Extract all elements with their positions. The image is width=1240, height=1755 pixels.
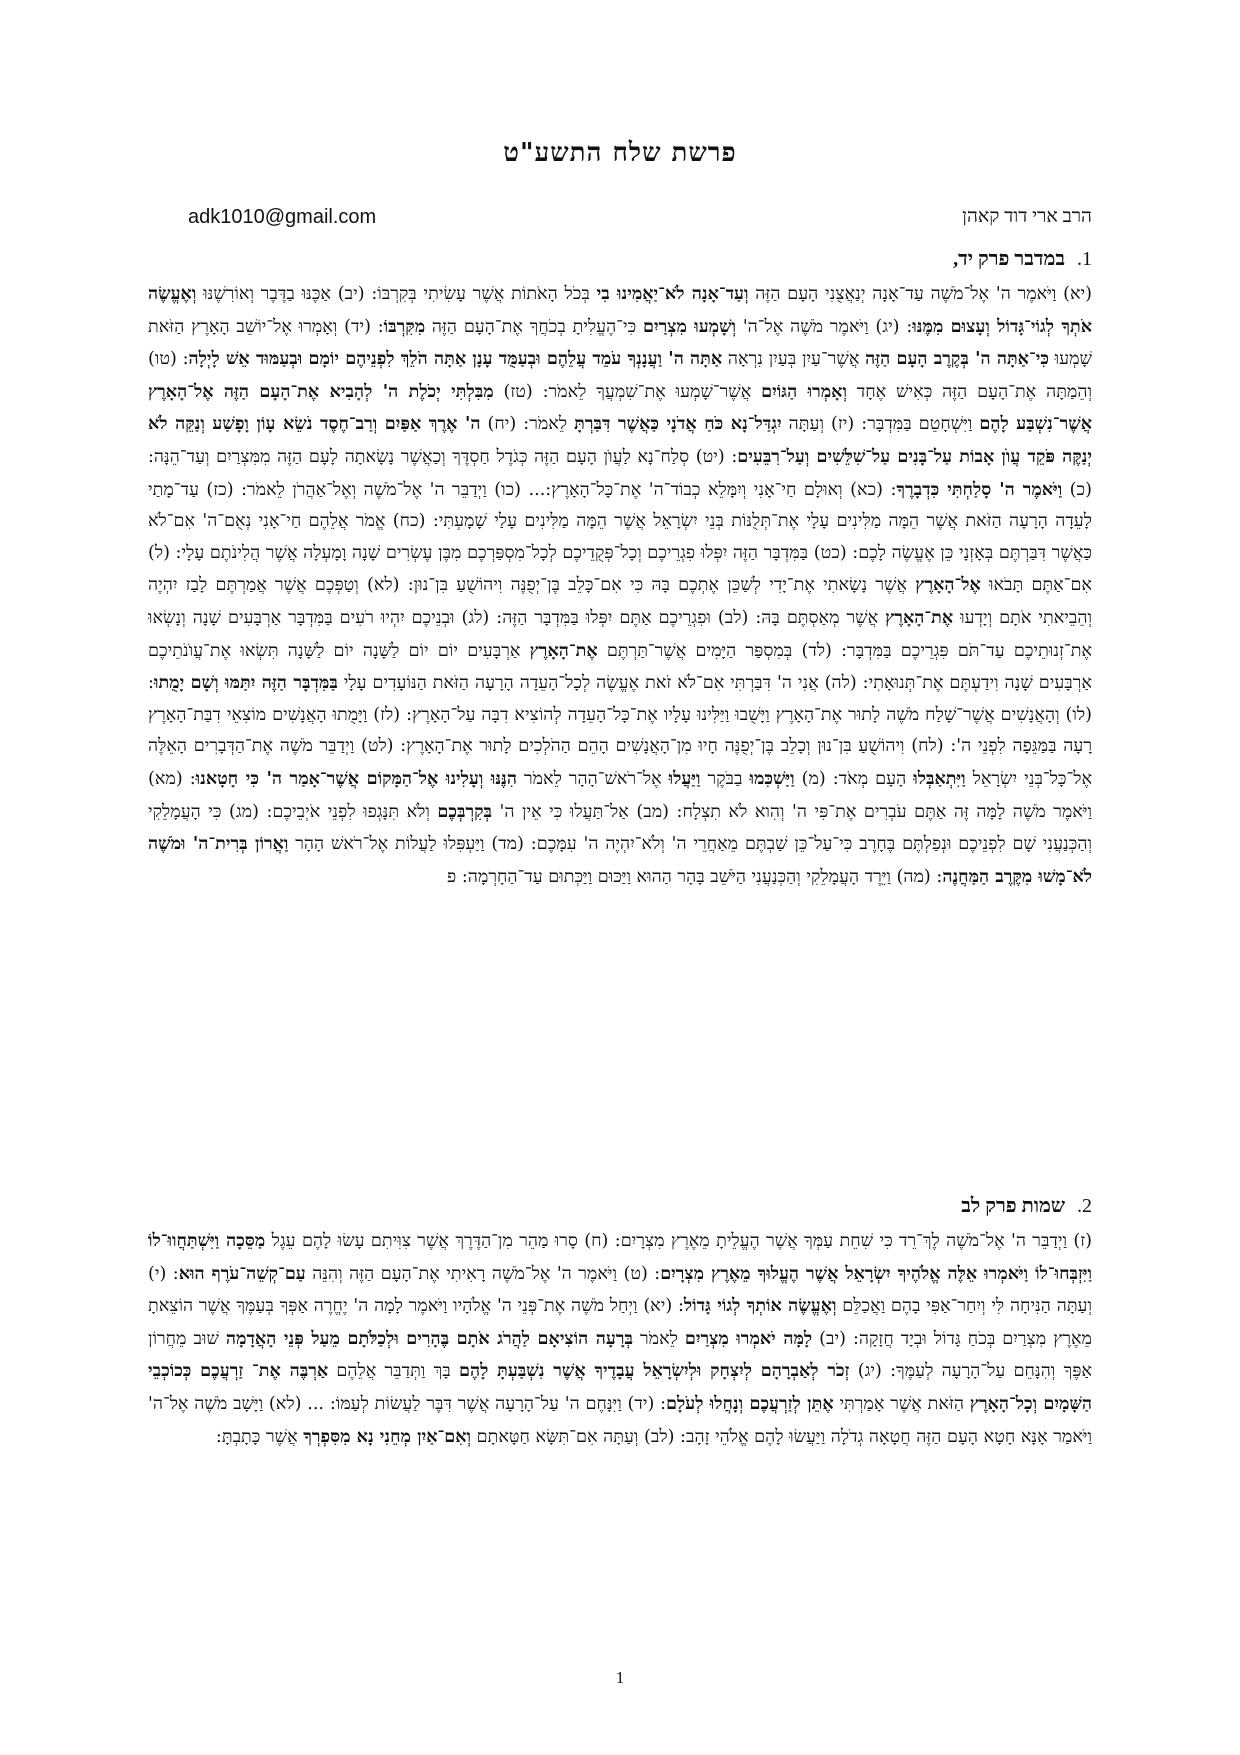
text-run: : (מה) וַיֵּרֶד הָעֲמָלֵקִי וְהַכְּנַעֲנִי הַיֹּשֵׁב בָּהָר הַהוּא וַיַּכּוּם וַיַּכְּתוּם עַד־הַחָרְמָה: פ xyxy=(447,866,943,887)
emphasized-text: וְעַד־אָנָה לֹא־יַאֲמִינוּ בִי xyxy=(596,283,749,304)
text-run: אֲשֶׁר נָשָׂאתִי אֶת־יָדִי לְשַׁכֵּן אֶתְכֶם בָּהּ כִּי אִם־כָּלֵב בֶּן־יְפֻנֶּה וִיהוֹשֻׁעַ בִּן־נוּן: (לא) וְטַפְּכֶם אֲשֶׁר אֲמַרְתֶּם לָבַז יִהְיֶה וְהֵבֵיאתִי אֹתָם וְיָדְעוּ xyxy=(148,575,1092,628)
text-run: : (טו) וְהֵמַתָּה אֶת־הָעָם הַזֶּה כְּאִישׁ אֶחָד xyxy=(148,349,1092,402)
text-run: וַיִּשְׁחָטֵם בַּמִּדְבָּר: (יז) וְעַתָּה xyxy=(781,414,980,435)
emphasized-text: וְאֶעֱשֶׂה אוֹתְךָ לְגוֹי גָּדוֹל xyxy=(683,1295,837,1317)
text-run: כִּי־הֶעֱלִיתָ בְכֹחֲךָ אֶת־הָעָם הַזֶּה xyxy=(425,316,643,337)
section-2-text xyxy=(148,1225,1092,1605)
text-run: בַבֹּקֶר xyxy=(700,768,750,789)
text-run: הָעָם מְאֹד: (מ) xyxy=(794,768,914,789)
emphasized-text: וְאִם־אַיִן מְחֵנִי נָא מִסִּפְרְךָ xyxy=(303,1425,472,1447)
text-run: : (לו) וְהָאֲנָשִׁים אֲשֶׁר־שָׁלַח מֹשֶׁה לָתוּר אֶת־הָאָרֶץ וַיָּשֻׁבוּ וַיַּלִּינוּ עָלָיו אֶת־כָּל־הָעֵדָה לְהוֹצִיא דִבָּה עַל־הָאָרֶץ: (לז) וַיָּמֻתוּ הָאֲנָשִׁים מוֹצִאֵי דִבַּת־הָאָרֶץ רָעָה בַּמַּגֵּפָה לִפְנֵי ה': (לח) וִיהוֹשֻׁעַ בִּן־נוּן וְכָלֵב בֶּן־יְפֻנֶּה חָיוּ מִן־הָאֲנָשִׁים הָהֵם הַהֹלְכִים לָתוּר אֶת־הָאָרֶץ: (לט) וַיְדַבֵּר מֹשֶׁה אֶת־הַדְּבָרִים הָאֵלֶּה אֶל־כָּל־בְּנֵי יִשְׂרָאֵל xyxy=(148,673,1092,789)
emphasized-text: בְּרָעָה הוֹצִיאָם לַהֲרֹג אֹתָם בֶּהָרִים וּלְכַלֹּתָם מֵעַל פְּנֵי הָאֲדָמָה xyxy=(225,1327,634,1349)
emphasized-text: יִגְדַּל־נָא כֹּחַ אֲדֹנָי כַּאֲשֶׁר דִּבַּרְתָּ xyxy=(574,413,782,435)
text-run: : (יט) סְלַח־נָא לַעֲוֺן הָעָם הַזֶּה כְּגֹדֶל חַסְדֶּךָ וְכַאֲשֶׁר נָשָׂאתָה לָעָם הַזֶּה מִמִּצְרַיִם וְעַד־הֵנָּה: (כ) xyxy=(148,446,1092,500)
emphasized-text: אֶת־הָאָרֶץ xyxy=(885,606,954,628)
emphasized-text: אַרְבֶּה אֶת־ זַרְעֲכֶם כְּכוֹכְבֵי הַשָּׁמָיִם וְכָל־הָאָרֶץ xyxy=(148,1360,1092,1414)
text-run: לֵאמֹר xyxy=(633,1328,685,1349)
text-run: וְלֹא תִּנָּגְפוּ לִפְנֵי אֹיְבֵיכֶם: (מג) כִּי הָעֲמָלֵקִי וְהַכְּנַעֲנִי שָׁם לִפְנֵיכֶם וּנְפַלְתֶּם בֶּחָרֶב כִּי־עַל־כֵּן שַׁבְתֶּם מֵאַחֲרֵי ה' וְלֹא־יִהְיֶה ה' עִמָּכֶם: (מד) וַיַּעְפִּלוּ לַעֲלוֹת אֶל־רֹאשׁ הָהָר xyxy=(148,801,1092,855)
emphasized-text: וַאֲרוֹן בְּרִית־ה' וּמֹשֶׁה לֹא־מָשׁוּ מִקֶּרֶב הַמַּחֲנֶה xyxy=(148,833,1092,887)
text-run: : (יג) וַיֹּאמֶר מֹשֶׁה אֶל־ה' xyxy=(736,316,913,337)
emphasized-text: אֶת־הָאָרֶץ xyxy=(529,639,598,661)
emphasized-text: עַם־קְשֵׁה־עֹרֶף הוּא xyxy=(178,1262,306,1284)
emphasized-text: מִבִּלְתִּי יְכֹלֶת ה' לְהָבִיא אֶת־הָעָם הַזֶּה אֶל־הָאָרֶץ אֲשֶׁר־נִשְׁבַּע לָהֶם xyxy=(148,380,1092,435)
text-run: בָּךְ וַתְּדַבֵּר אֲלֵהֶם xyxy=(328,1361,459,1382)
text-run: אֶל־רֹאשׁ־הָהָר לֵאמֹר xyxy=(516,768,669,789)
text-run: : (יד) וְאָמְרוּ אֶל־יוֹשֵׁב הָאָרֶץ הַזֹּאת שָׁמְעוּ xyxy=(148,316,1092,370)
text-run: לֵאמֹר: (יח) xyxy=(480,414,575,435)
emphasized-text: אֶל־הָאָרֶץ xyxy=(915,574,981,596)
text-run: : (מא) וַיֹּאמֶר מֹשֶׁה לָמָּה זֶּה אַתֶּם עֹבְרִים אֶת־פִּי ה' וְהִוא לֹא תִצְלָח: (מב) אַל־תַּעֲלוּ כִּי אֵין ה' xyxy=(148,768,1092,822)
text-run: (יא) וַיֹּאמֶר ה' אֶל־מֹשֶׁה עַד־אָנָה יְנַאֲצֻנִי הָעָם הַזֶּה xyxy=(748,284,1092,304)
emphasized-text: לָמָּה יֹאמְרוּ מִצְרַיִם xyxy=(684,1327,813,1349)
emphasized-text: וְשָׁמְעוּ מִצְרַיִם xyxy=(643,315,737,337)
section-1-number: 1. xyxy=(1077,248,1092,270)
emphasized-text: מִקִּרְבּוֹ xyxy=(383,315,426,337)
section-1-heading xyxy=(953,248,1092,271)
emphasized-text: וַיֹּאמֶר ה' סָלַחְתִּי כִּדְבָרֶךָ xyxy=(896,478,1063,500)
emphasized-text: וַיַּשְׁכִּמוּ xyxy=(749,767,795,789)
section-2-number: 2. xyxy=(1077,1195,1092,1217)
emphasized-text: כִּי־אַתָּה ה' בְּקֶרֶב הָעָם הַזֶּה xyxy=(865,348,1049,370)
emphasized-text: הִנֶּנּוּ וְעָלִינוּ אֶל־הַמָּקוֹם אֲשֶׁר־אָמַר ה' כִּי חָטָאנוּ xyxy=(195,767,517,789)
section-1-text xyxy=(148,278,1092,1190)
text-run: שׁוּב מֵחֲרוֹן אַפֶּךָ וְהִנָּחֵם עַל־הָרָעָה לְעַמֶּךָ: (יג) xyxy=(148,1328,1092,1382)
emphasized-text: בַּמִּדְבָּר הַזֶּה יִתַּמּוּ וְשָׁם יָמֻתוּ xyxy=(153,672,338,694)
page-title: פרשת שלח התשע"ט xyxy=(503,138,737,168)
emphasized-text: וַיִּתְאַבְּלוּ xyxy=(913,767,966,789)
text-run: (ז) וַיְדַבֵּר ה' אֶל־מֹשֶׁה לֶךְ־רֵד כִּי שִׁחֵת עַמְּךָ אֲשֶׁר הֶעֱלֵיתָ מֵאֶרֶץ מִצְרָיִם: (ח) סָרוּ מַהֵר מִן־הַדֶּרֶךְ אֲשֶׁר צִוִּיתִם עָשׂוּ לָהֶם עֵגֶל xyxy=(265,1231,1092,1251)
text-run: אֲשֶׁר־עַיִן בְּעַיִן נִרְאָה xyxy=(722,349,866,370)
emphasized-text: אֶתֵּן לְזַרְעֲכֶם וְנָחֲלוּ לְעֹלָם xyxy=(666,1392,834,1414)
emphasized-text: וַיַּעֲלוּ xyxy=(668,767,701,789)
text-run: : (יד) וַיִּנָּחֶם ה' עַל־הָרָעָה אֲשֶׁר דִּבֶּר לַעֲשׂוֹת לְעַמּוֹ: ... (לא) וַיָּשָׁב מֹשֶׁה אֶל־ה' וַיֹּאמַר אָנָּא חָטָא הָעָם הַזֶּה חֲטָאָה גְדֹלָה וַיַּעֲשׂוּ לָהֶם אֱלֹהֵי זָהָב: (לב) וְעַתָּה אִם־תִּשָּׂא חַטָּאתָם xyxy=(148,1393,1092,1447)
text-run: : (כא) וְאוּלָם חַי־אָנִי וְיִמָּלֵא כְבוֹד־ה' אֶת־כָּל־הָאָרֶץ:... (כו) וַיְדַבֵּר ה' אֶל־מֹשֶׁה וְאֶל־אַהֲרֹן לֵאמֹר: (כז) עַד־מָתַי לָעֵדָה הָרָעָה הַזֹּאת אֲשֶׁר הֵמָּה מַלִּינִים עָלָי אֶת־תְּלֻנּוֹת בְּנֵי יִשְׂרָאֵל אֲשֶׁר הֵמָּה מַלִּינִים עָלַי שָׁמָעְתִּי: (כח) אֱמֹר אֲלֵהֶם חַי־אָנִי נְאֻם־ה' אִם־לֹא כַּאֲשֶׁר דִּבַּרְתֶּם בְּאָזְנָי כֵּן אֶעֱשֶׂה לָכֶם: (כט) בַּמִּדְבָּר הַזֶּה יִפְּלוּ פִגְרֵיכֶם וְכָל־פְּקֻדֵיכֶם לְכָל־מִסְפַּרְכֶם מִבֶּן עֶשְׂרִים שָׁנָה וָמָעְלָה אֲשֶׁר הֲלִינֹתֶם עָלָי: (ל) אִם־אַתֶּם תָּבֹאוּ xyxy=(148,479,1092,596)
text-run: : (י) וְעַתָּה הַנִּיחָה לִּי וְיִחַר־אַפִּי בָהֶם וַאֲכַלֵּם xyxy=(148,1263,1092,1317)
emphasized-text: זְכֹר לְאַבְרָהָם לְיִצְחָק וּלְיִשְׂרָאֵל עֲבָדֶיךָ אֲשֶׁר נִשְׁבַּעְתָּ לָהֶם xyxy=(458,1360,850,1382)
text-run: אֲשֶׁר כָּתָבְתָּ: xyxy=(215,1426,304,1447)
section-2-title: שמות פרק לב xyxy=(961,1195,1065,1217)
section-2-heading xyxy=(961,1195,1092,1218)
emphasized-text: ה' אֶרֶךְ אַפַּיִם וְרַב־חֶסֶד נֹשֵׂא עָוֹן וָפָשַׁע וְנַקֵּה לֹא יְנַקֶּה פֹּקֵד עֲוֺן אָבוֹת עַל־בָּנִים עַל־שִׁלֵּשִׁים וְעַל־רִבֵּעִים xyxy=(148,413,1092,467)
emphasized-text: בְּקִרְבְּכֶם xyxy=(437,800,492,822)
text-run: הַזֹּאת אֲשֶׁר אָמַרְתִּי xyxy=(833,1393,970,1414)
section-1-title: במדבר פרק יד, xyxy=(953,248,1065,270)
emphasized-text: מַסֵּכָה וַיִּשְׁתַּחֲווּ־לוֹ וַיִּזְבְּחוּ־לוֹ וַיֹּאמְרוּ אֵלֶּה אֱלֹהֶיךָ יִשְׂרָאֵל אֲשֶׁר הֶעֱלוּךָ מֵאֶרֶץ מִצְרָיִם xyxy=(148,1230,1092,1284)
text-run: : (ט) וַיֹּאמֶר ה' אֶל־מֹשֶׁה רָאִיתִי אֶת־הָעָם הַזֶּה וְהִנֵּה xyxy=(305,1263,661,1284)
text-run: בְּכֹל הָאֹתוֹת אֲשֶׁר עָשִׂיתִי בְּקִרְבּוֹ: (יב) אַכֶּנּוּ בַדֶּבֶר וְאוֹרִשֶׁנּוּ xyxy=(196,284,597,304)
emphasized-text: אַתָּה ה' וַעֲנָנְךָ עֹמֵד עֲלֵהֶם וּבְעַמֻּד עָנָן אַתָּה הֹלֵךְ לִפְנֵיהֶם יוֹמָם וּבְעַמּוּד אֵשׁ לָיְלָה xyxy=(188,348,723,370)
author-email: adk1010@gmail.com xyxy=(188,206,377,228)
text-run: : (יא) וַיְחַל מֹשֶׁה אֶת־פְּנֵי ה' אֱלֹהָיו וַיֹּאמֶר לָמָה ה' יֶחֱרֶה אַפְּךָ בְּעַמֶּךָ אֲשֶׁר הוֹצֵאתָ מֵאֶרֶץ מִצְרַיִם בְּכֹחַ גָּדוֹל וּבְיָד חֲזָקָה: (יב) xyxy=(148,1296,1092,1349)
emphasized-text: וְאָמְרוּ הַגּוֹיִם xyxy=(761,380,847,402)
text-run: אֲשֶׁר־שָׁמְעוּ אֶת־שִׁמְעֲךָ לֵאמֹר: (טז) xyxy=(493,381,762,402)
emphasized-text: וְאֶעֱשֶׂה אֹתְךָ לְגוֹי־גָּדוֹל וְעָצוּם מִמֶּנּוּ xyxy=(148,283,1092,337)
text-run: אַרְבָּעִים יוֹם יוֹם לַשָּׁנָה יוֹם לַשָּׁנָה תִּשְׂאוּ אֶת־עֲוֺנֹתֵיכֶם אַרְבָּעִים שָׁנָה וִידַעְתֶּם אֶת־תְּנוּאָתִי: (לה) אֲנִי ה' דִּבַּרְתִּי אִם־לֹא זֹאת אֶעֱשֶׂה לְכָל־הָעֵדָה הָרָעָה הַזֹּאת הַנּוֹעָדִים עָלָי xyxy=(148,640,1092,694)
page-number: 1 xyxy=(615,1668,625,1687)
author-name: הרב ארי דוד קאהן xyxy=(962,206,1092,227)
text-run: אֲשֶׁר מְאַסְתֶּם בָּהּ: (לב) וּפִגְרֵיכֶם אַתֶּם יִפְּלוּ בַּמִּדְבָּר הַזֶּה: (לג) וּבְנֵיכֶם יִהְיוּ רֹעִים בַּמִּדְבָּר אַרְבָּעִים שָׁנָה וְנָשְׂאוּ אֶת־זְנוּתֵיכֶם עַד־תֹּם פִּגְרֵיכֶם בַּמִּדְבָּר: (לד) בְּמִסְפַּר הַיָּמִים אֲשֶׁר־תַּרְתֶּם xyxy=(148,607,1092,661)
